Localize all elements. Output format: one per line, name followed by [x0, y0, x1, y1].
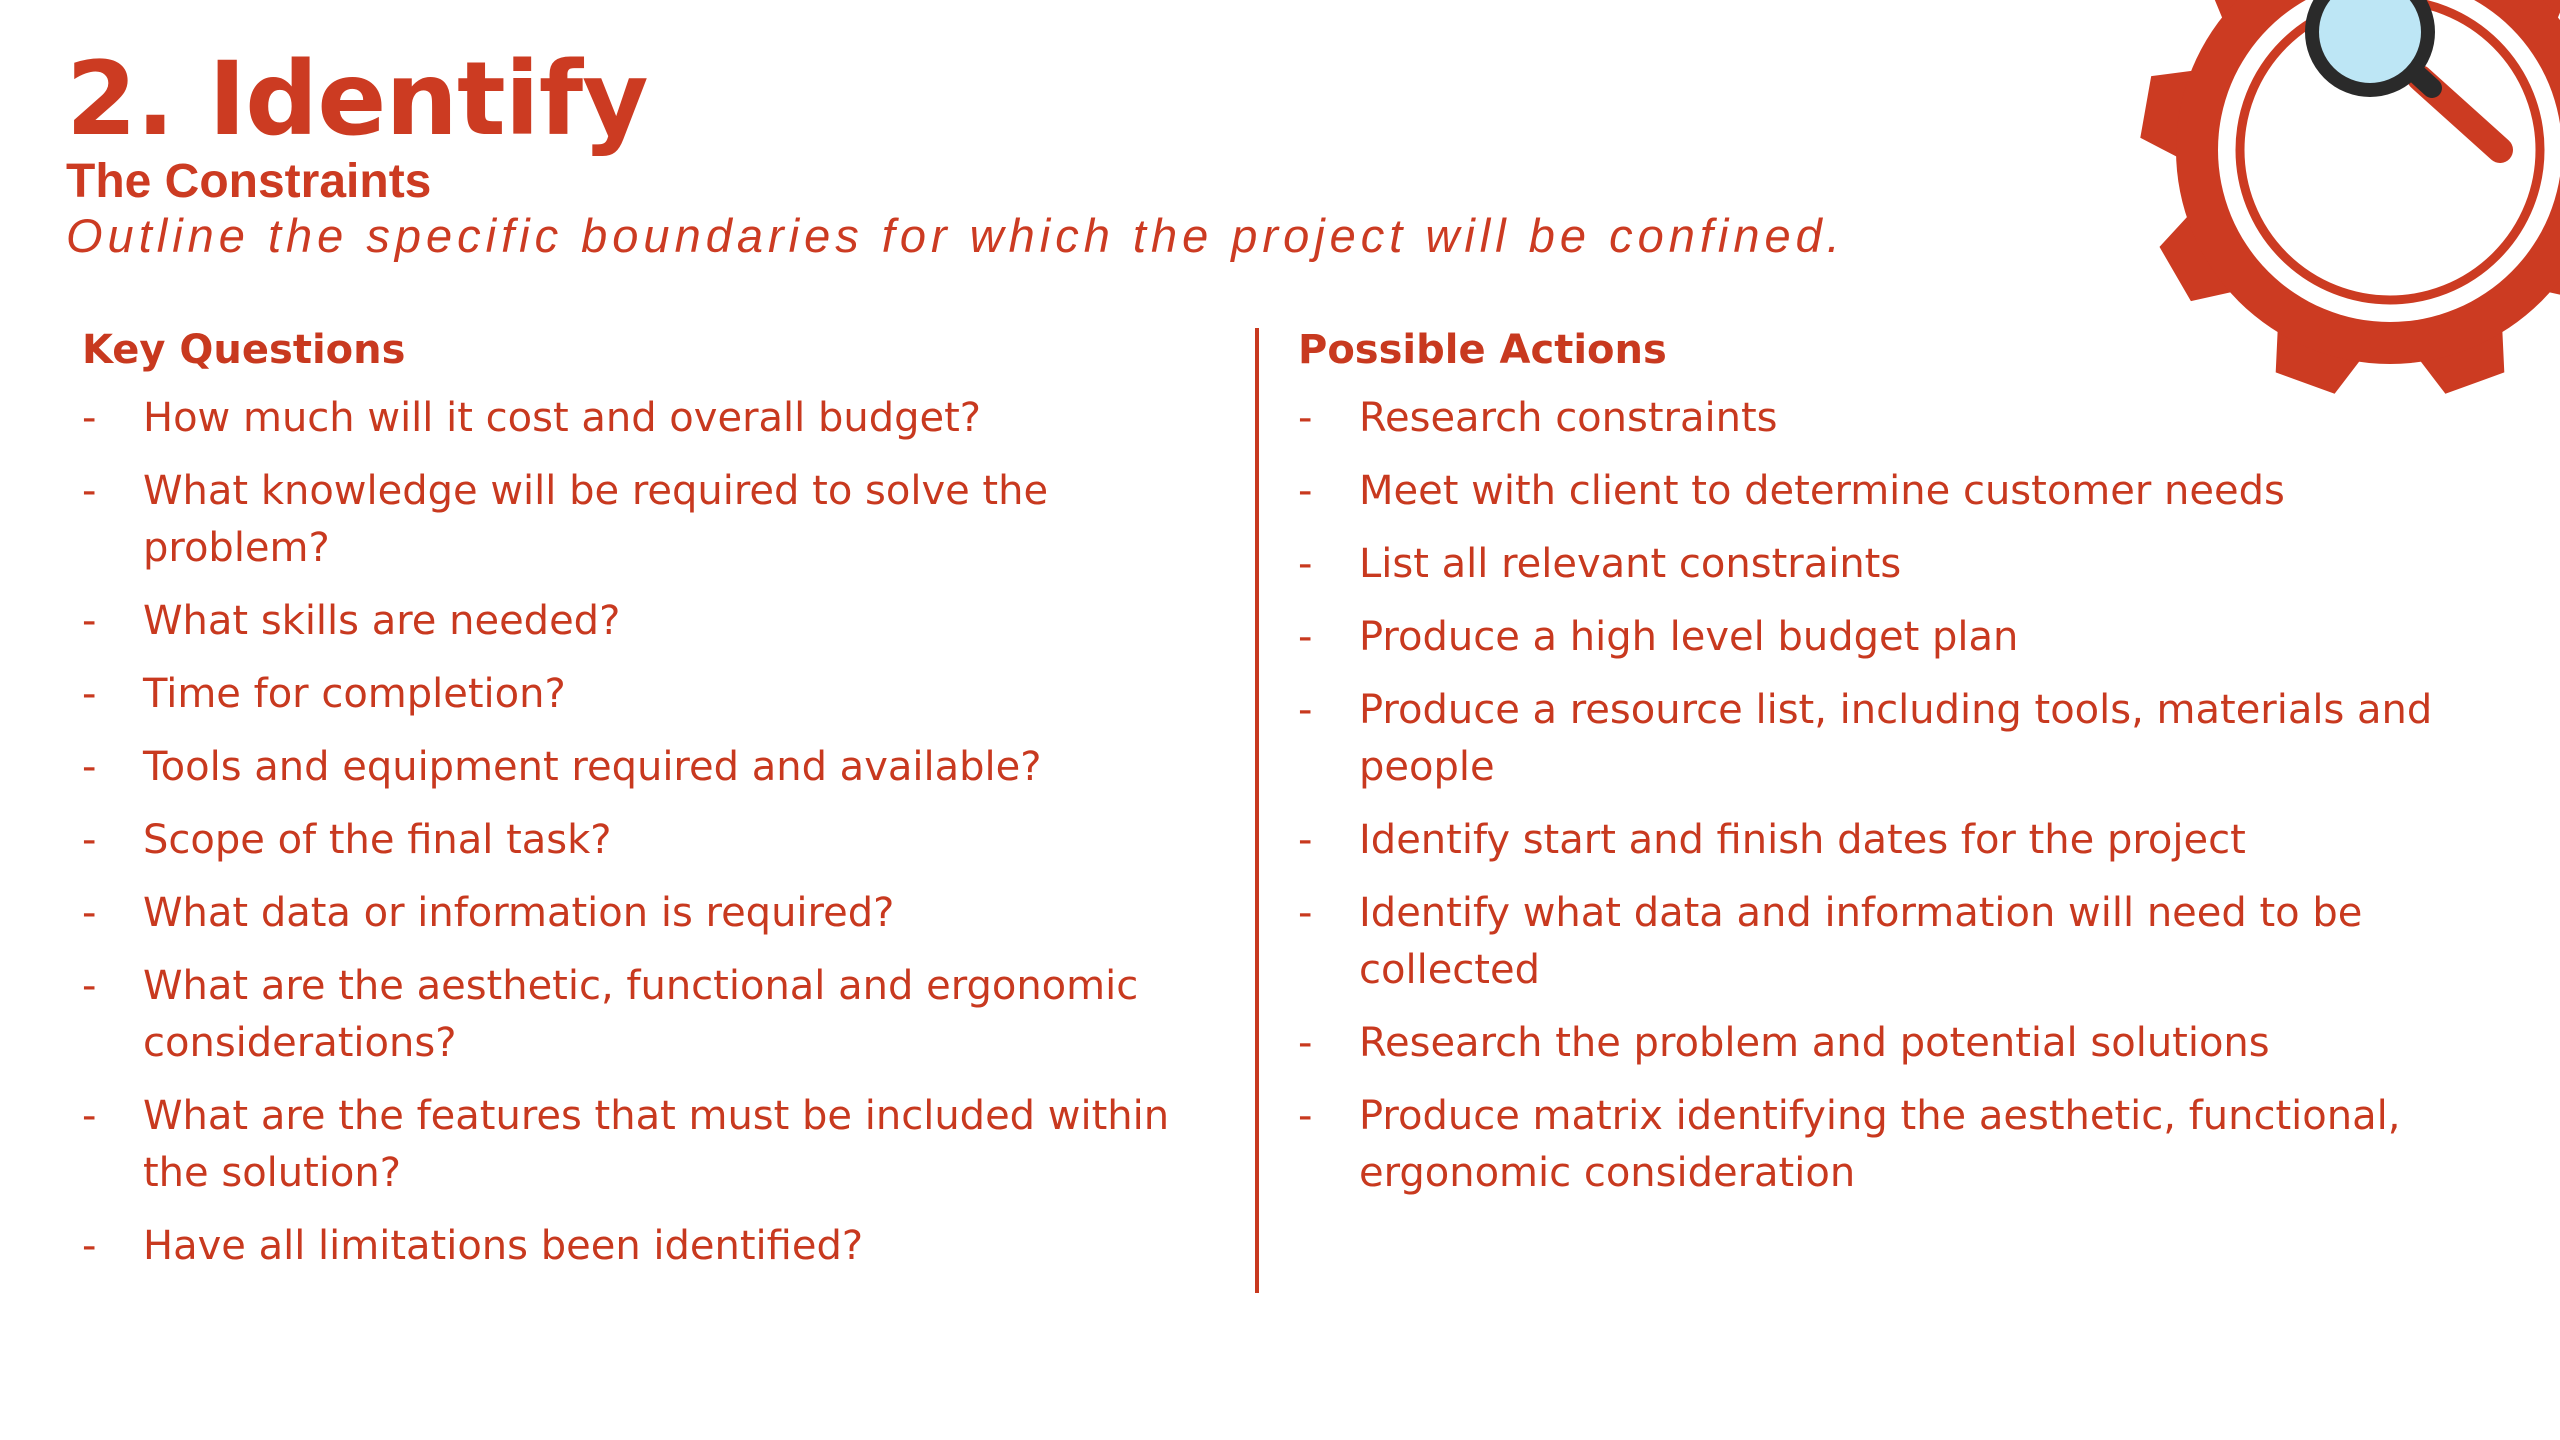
list-item-text: Produce a high level budget plan	[1359, 614, 2019, 660]
list-item-text: What skills are needed?	[143, 598, 621, 644]
bullet-dash: -	[1298, 1093, 1313, 1139]
bullet-dash: -	[1298, 687, 1313, 733]
bullet-dash: -	[82, 671, 97, 717]
list-item-text: What data or information is required?	[143, 890, 895, 936]
list-item	[82, 390, 1232, 447]
list-item	[1298, 812, 2458, 869]
list-item-text: Produce a resource list, including tools, materials and people	[1359, 687, 2433, 790]
list-item-text: Meet with client to determine customer needs	[1359, 468, 2285, 514]
list-item-text: Research constraints	[1359, 395, 1778, 441]
key-questions-heading: Key Questions	[82, 327, 406, 373]
list-item	[82, 812, 1232, 869]
bullet-dash: -	[82, 1093, 97, 1139]
list-item-text: What knowledge will be required to solve the problem?	[143, 468, 1049, 571]
bullet-dash: -	[82, 817, 97, 863]
list-item	[1298, 885, 2458, 999]
bullet-dash: -	[1298, 614, 1313, 660]
list-item	[1298, 536, 2458, 593]
bullet-dash: -	[82, 744, 97, 790]
bullet-dash: -	[82, 468, 97, 514]
bullet-dash: -	[82, 890, 97, 936]
key-questions-list	[82, 390, 1232, 1275]
list-item-text: What are the features that must be included within the solution?	[143, 1093, 1170, 1196]
slide-subtitle: The Constraints	[66, 155, 432, 208]
bullet-dash: -	[1298, 395, 1313, 441]
list-item	[82, 463, 1232, 577]
list-item	[82, 885, 1232, 942]
bullet-dash: -	[1298, 817, 1313, 863]
list-item-text: Produce matrix identifying the aesthetic, functional, ergonomic consideration	[1359, 1093, 2401, 1196]
list-item	[82, 593, 1232, 650]
possible-actions-heading: Possible Actions	[1298, 327, 1667, 373]
list-item	[1298, 682, 2458, 796]
possible-actions-column	[1298, 318, 2458, 1218]
list-item-text: Time for completion?	[143, 671, 566, 717]
list-item	[1298, 463, 2458, 520]
column-divider	[1255, 328, 1259, 1293]
bullet-dash: -	[82, 1223, 97, 1269]
list-item	[82, 1088, 1232, 1202]
list-item	[1298, 1015, 2458, 1072]
bullet-dash: -	[82, 395, 97, 441]
list-item-text: Identify what data and information will need to be collected	[1359, 890, 2363, 993]
list-item-text: List all relevant constraints	[1359, 541, 1902, 587]
list-item	[82, 1218, 1232, 1275]
list-item-text: What are the aesthetic, functional and ergonomic considerations?	[143, 963, 1139, 1066]
bullet-dash: -	[1298, 1020, 1313, 1066]
list-item	[1298, 609, 2458, 666]
list-item-text: Research the problem and potential solutions	[1359, 1020, 2270, 1066]
key-questions-column	[82, 318, 1232, 1291]
slide-title: 2. Identify	[66, 40, 648, 159]
slide-tagline: Outline the specific boundaries for which the project will be confined.	[66, 209, 1845, 262]
bullet-dash: -	[1298, 541, 1313, 587]
bullet-dash: -	[1298, 890, 1313, 936]
list-item	[82, 958, 1232, 1072]
list-item-text: Scope of the final task?	[143, 817, 612, 863]
possible-actions-list	[1298, 390, 2458, 1202]
list-item-text: Identify start and finish dates for the project	[1359, 817, 2246, 863]
list-item-text: Tools and equipment required and available?	[143, 744, 1042, 790]
list-item	[82, 739, 1232, 796]
bullet-dash: -	[82, 598, 97, 644]
list-item	[82, 666, 1232, 723]
list-item-text: Have all limitations been identified?	[143, 1223, 864, 1269]
list-item-text: How much will it cost and overall budget?	[143, 395, 982, 441]
bullet-dash: -	[1298, 468, 1313, 514]
list-item	[1298, 1088, 2458, 1202]
bullet-dash: -	[82, 963, 97, 1009]
list-item	[1298, 390, 2458, 447]
